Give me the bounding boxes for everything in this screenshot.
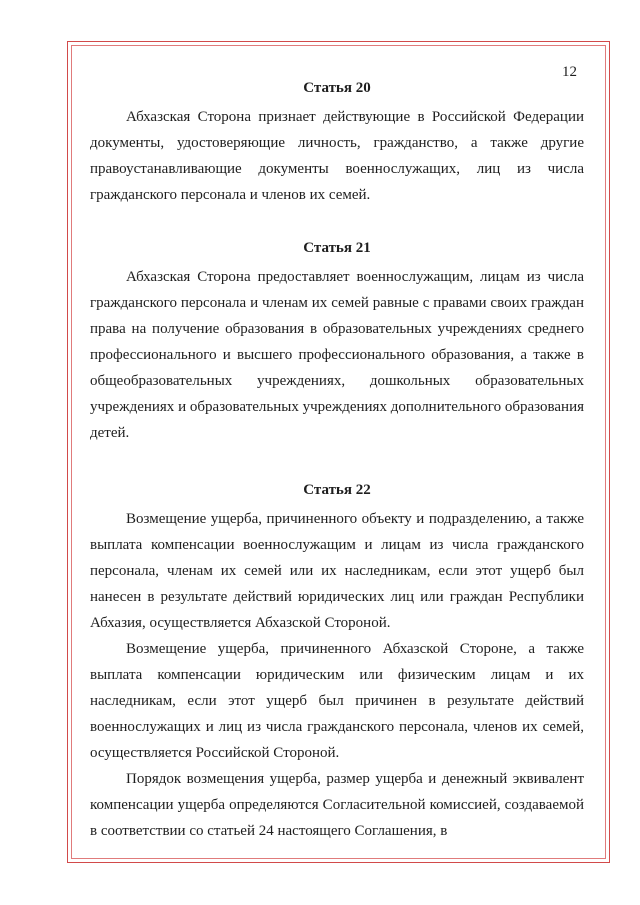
article-paragraph: Возмещение ущерба, причиненного объекту и подразделению, а также выплата компенсации военнослужащим и лицам из числа гражданского персонала, членам их семей или их наследникам, если этот ущерб был нанесен в результате действий юридических лиц или граждан Республики Абхазия, осуществляется Абхазской Стороной. [90,511,584,631]
article-22 [90,480,584,844]
article-20 [90,78,584,208]
article-21 [90,238,584,446]
page-number: 12 [562,64,577,80]
article-paragraph: Абхазская Сторона признает действующие в Российской Федерации документы, удостоверяющие личность, гражданство, а также другие правоустанавливающие документы военнослужащих, лиц из числа гражданского персонала и членов их семей. [90,109,584,203]
article-paragraph: Порядок возмещения ущерба, размер ущерба и денежный эквивалент компенсации ущерба определяются Согласительной комиссией, создаваемой в соответствии со статьей 24 настоящего Соглашения, в [90,771,584,839]
document-body [90,78,584,844]
article-paragraph: Абхазская Сторона предоставляет военнослужащим, лицам из числа гражданского персонала и членам их семей равные с правами своих граждан права на получение образования в образовательных учреждениях среднего профессионального и высшего профессионального образования, а также в общеобразовательных учреждениях, дошкольных образовательных учреждениях и образовательных учреждениях дополнительного образования детей. [90,269,584,441]
article-heading: Статья 20 [303,80,371,96]
article-heading: Статья 22 [303,482,371,498]
article-paragraph: Возмещение ущерба, причиненного Абхазской Стороне, а также выплата компенсации юридическим или физическим лицам и их наследникам, если этот ущерб был причинен в результате действий военнослужащих и лиц из числа гражданского персонала, членов их семей, осуществляется Российской Стороной. [90,641,584,761]
article-heading: Статья 21 [303,240,371,256]
